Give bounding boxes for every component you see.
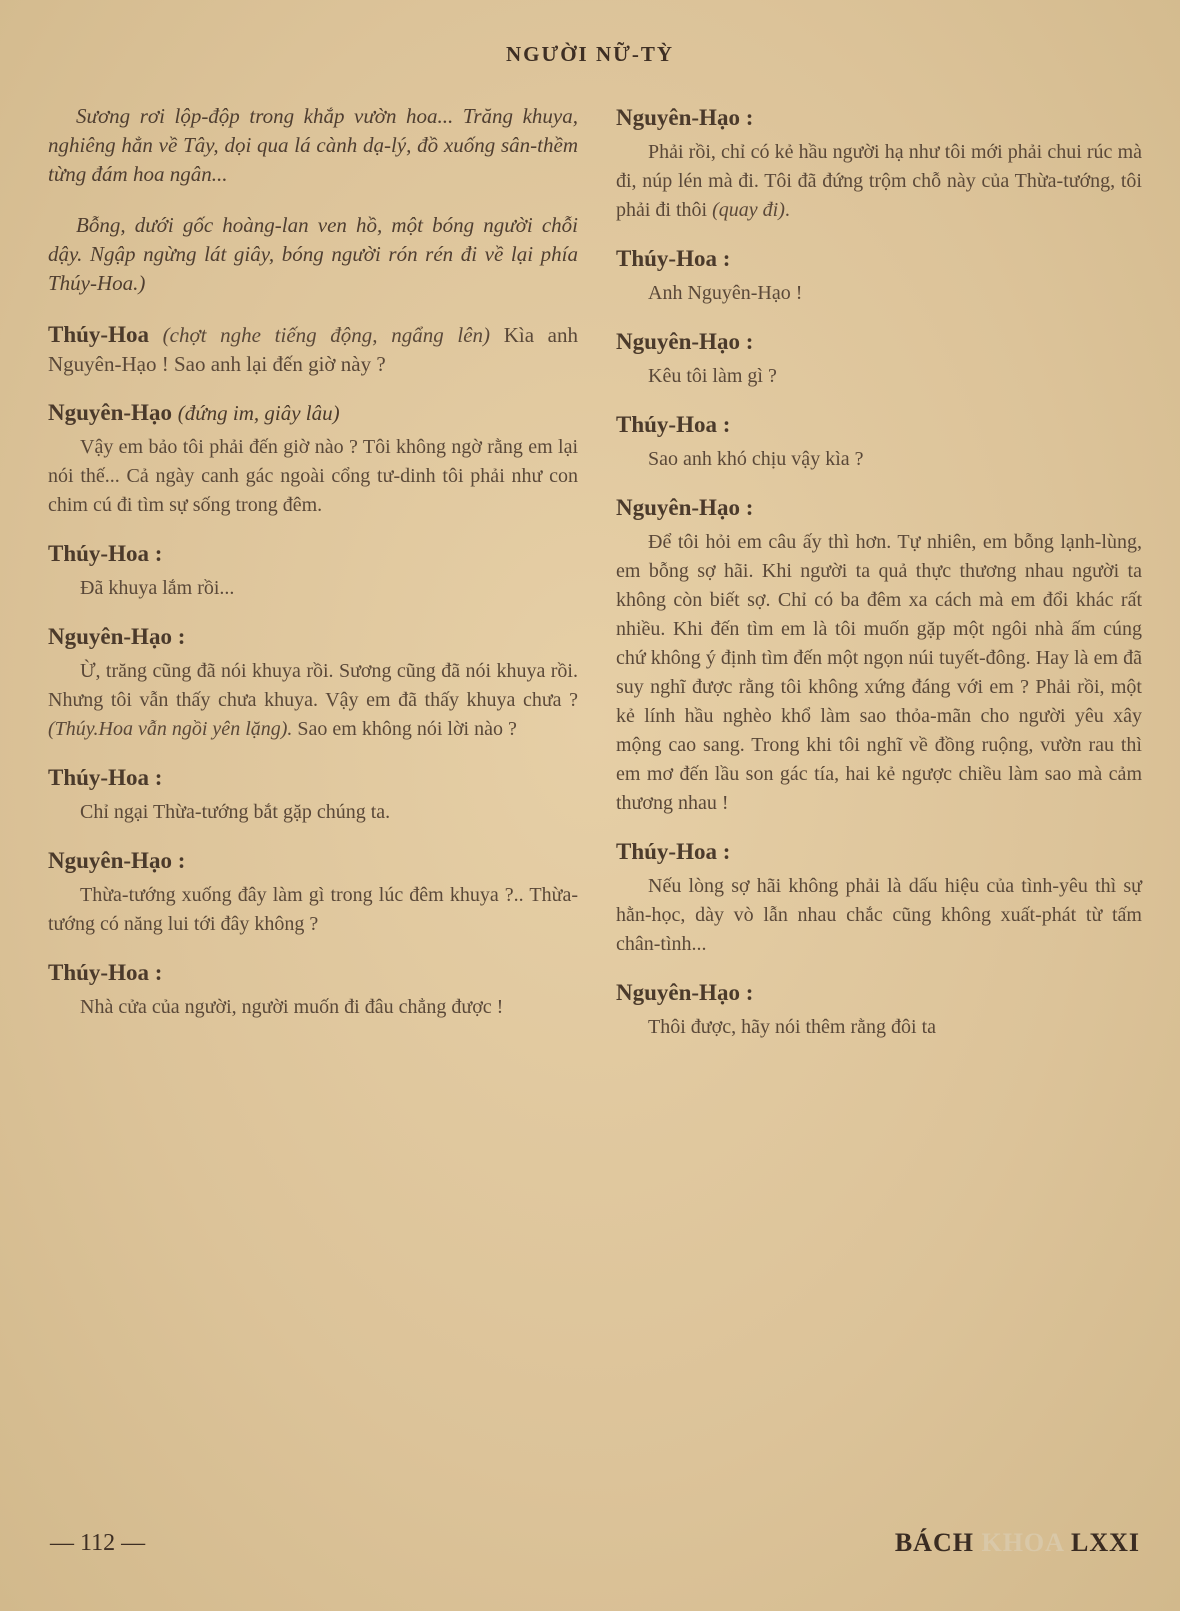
dialogue-text: . (784, 199, 790, 221)
stage-direction: Bỗng, dưới gốc hoàng-lan ven hồ, một bóng người chỗi dậy. Ngập ngừng lát giây, bóng người rón rén đi về lại phía Thúy-Hoa.) (48, 213, 578, 295)
dialogue-text: Thôi được, hãy nói thêm rằng đôi ta (648, 1016, 937, 1038)
speaker-name: Thúy-Hoa : (616, 246, 731, 271)
dialogue-paragraph (48, 657, 578, 744)
dialogue-block (616, 243, 1142, 308)
dialogue-block (616, 977, 1142, 1042)
dialogue-block (48, 621, 578, 744)
speaker-name: Thúy-Hoa : (616, 839, 731, 864)
running-header: NGƯỜI NỮ-TỲ (505, 42, 674, 66)
dialogue-text: Phải rồi, chỉ có kẻ hầu người hạ như tôi mới phải chui rúc mà đi, núp lén mà đi. Tôi đã đứng trộm chỗ này của Thừa-tướng, tôi phải đi thôi (616, 141, 1142, 221)
speaker-name: Nguyên-Hạo : (48, 848, 186, 873)
dialogue-text: Đã khuya lắm rồi... (80, 577, 235, 599)
speaker-name: Nguyên-Hạo (48, 400, 172, 425)
speaker-name: Nguyên-Hạo : (616, 980, 754, 1005)
dialogue-text: Nhà cửa của người, người muốn đi đâu chẳng được ! (80, 996, 504, 1018)
speaker-name: Thúy-Hoa : (48, 765, 163, 790)
speaker-name: Nguyên-Hạo : (48, 624, 186, 649)
speaker-name: Thúy-Hoa : (48, 541, 163, 566)
dialogue-block (616, 492, 1142, 818)
dialogue-text: Thừa-tướng xuống đây làm gì trong lúc đêm khuya ?.. Thừa-tướng có năng lui tới đây không ? (48, 884, 578, 935)
dialogue-text: Ừ, trăng cũng đã nói khuya rồi. Sương cũng đã nói khuya rồi. Nhưng tôi vẫn thấy chưa khuya. Vậy em đã thấy khuya chưa ? (48, 660, 578, 711)
speaker-name: Thúy-Hoa : (48, 960, 163, 985)
magazine-name (895, 1528, 1140, 1558)
dialogue-text: Sao em không nói lời nào ? (297, 718, 517, 740)
magazine-name-part: KHOA (981, 1528, 1064, 1557)
dialogue-text: Anh Nguyên-Hạo ! (648, 282, 803, 304)
stage-direction-inline: (chợt nghe tiếng động, ngẩng lên) (162, 323, 491, 347)
dialogue-text: Để tôi hỏi em câu ấy thì hơn. Tự nhiên, em bỗng lạnh-lùng, em bỗng sợ hãi. Khi người ta quả thực thương nhau người ta không còn biết sợ. Chỉ có ba đêm xa cách mà em đổi khác rất nhiều. Khi đến tìm em là tôi muốn gặp một ngôi nhà ấm cúng chứ không ý định tìm đến một ngọn núi tuyết-đông. Hay là em đã suy nghĩ được rằng tôi không xứng đáng với em ? Phải rồi, một kẻ lính hầu nghèo khổ làm sao thỏa-mãn cho người yêu xây mộng cao sang. Trong khi tôi nghĩ về đồng ruộng, vườn rau thì em mơ đến lầu son gác tía, hai kẻ ngược chiều làm sao mà cảm thương nhau ! (616, 531, 1142, 814)
speaker-name: Nguyên-Hạo : (616, 495, 754, 520)
dialogue-block (616, 409, 1142, 474)
dialogue-text: Nếu lòng sợ hãi không phải là dấu hiệu của tình-yêu thì sự hằn-học, dày vò lẫn nhau chắc cũng không xuất-phát từ tấm chân-tình... (616, 875, 1142, 955)
issue-number: LXXI (1070, 1528, 1140, 1557)
right-column (616, 102, 1142, 1060)
dialogue-block (48, 762, 578, 827)
dialogue-block (616, 326, 1142, 391)
dialogue-block (48, 397, 578, 520)
dialogue-text: Sao anh khó chịu vậy kìa ? (648, 448, 864, 470)
stage-direction-inline: (Thúy.Hoa vẫn ngồi yên lặng). (48, 718, 293, 740)
left-column (48, 102, 578, 1040)
dialogue-block (48, 320, 578, 379)
magazine-name-part: BÁCH (894, 1528, 974, 1557)
speaker-name: Nguyên-Hạo : (616, 329, 754, 354)
dialogue-block (616, 102, 1142, 225)
speaker-name: Thúy-Hoa : (616, 412, 731, 437)
dialogue-text: Vậy em bảo tôi phải đến giờ nào ? Tôi không ngờ rằng em lại nói thế... Cả ngày canh gác ngoài cổng tư-dinh tôi phải như con chim cú đi tìm sự sống trong đêm. (48, 436, 578, 516)
dialogue-block (48, 957, 578, 1022)
stage-direction-inline: (đứng im, giây lâu) (177, 401, 340, 425)
dialogue-block (616, 836, 1142, 959)
dialogue-block (48, 845, 578, 939)
speaker-name: Thúy-Hoa (48, 322, 149, 347)
dialogue-text: Kêu tôi làm gì ? (648, 365, 777, 387)
stage-direction-inline: (quay đi) (712, 199, 785, 221)
dialogue-text: Kìa anh Nguyên-Hạo ! Sao anh lại đến giờ này ? (48, 323, 579, 376)
dialogue-text: Chỉ ngại Thừa-tướng bắt gặp chúng ta. (80, 801, 391, 823)
page-number: — 112 — (50, 1530, 146, 1556)
speaker-heading (48, 397, 578, 429)
dialogue-block (48, 538, 578, 603)
dialogue-paragraph (616, 138, 1142, 225)
speaker-name: Nguyên-Hạo : (616, 105, 754, 130)
dialogue-line (48, 320, 578, 379)
stage-direction: Sương rơi lộp-độp trong khắp vườn hoa... Trăng khuya, nghiêng hẳn về Tây, dọi qua lá cành dạ-lý, đồ xuống sân-thềm từng đám hoa ngân... (48, 104, 578, 186)
